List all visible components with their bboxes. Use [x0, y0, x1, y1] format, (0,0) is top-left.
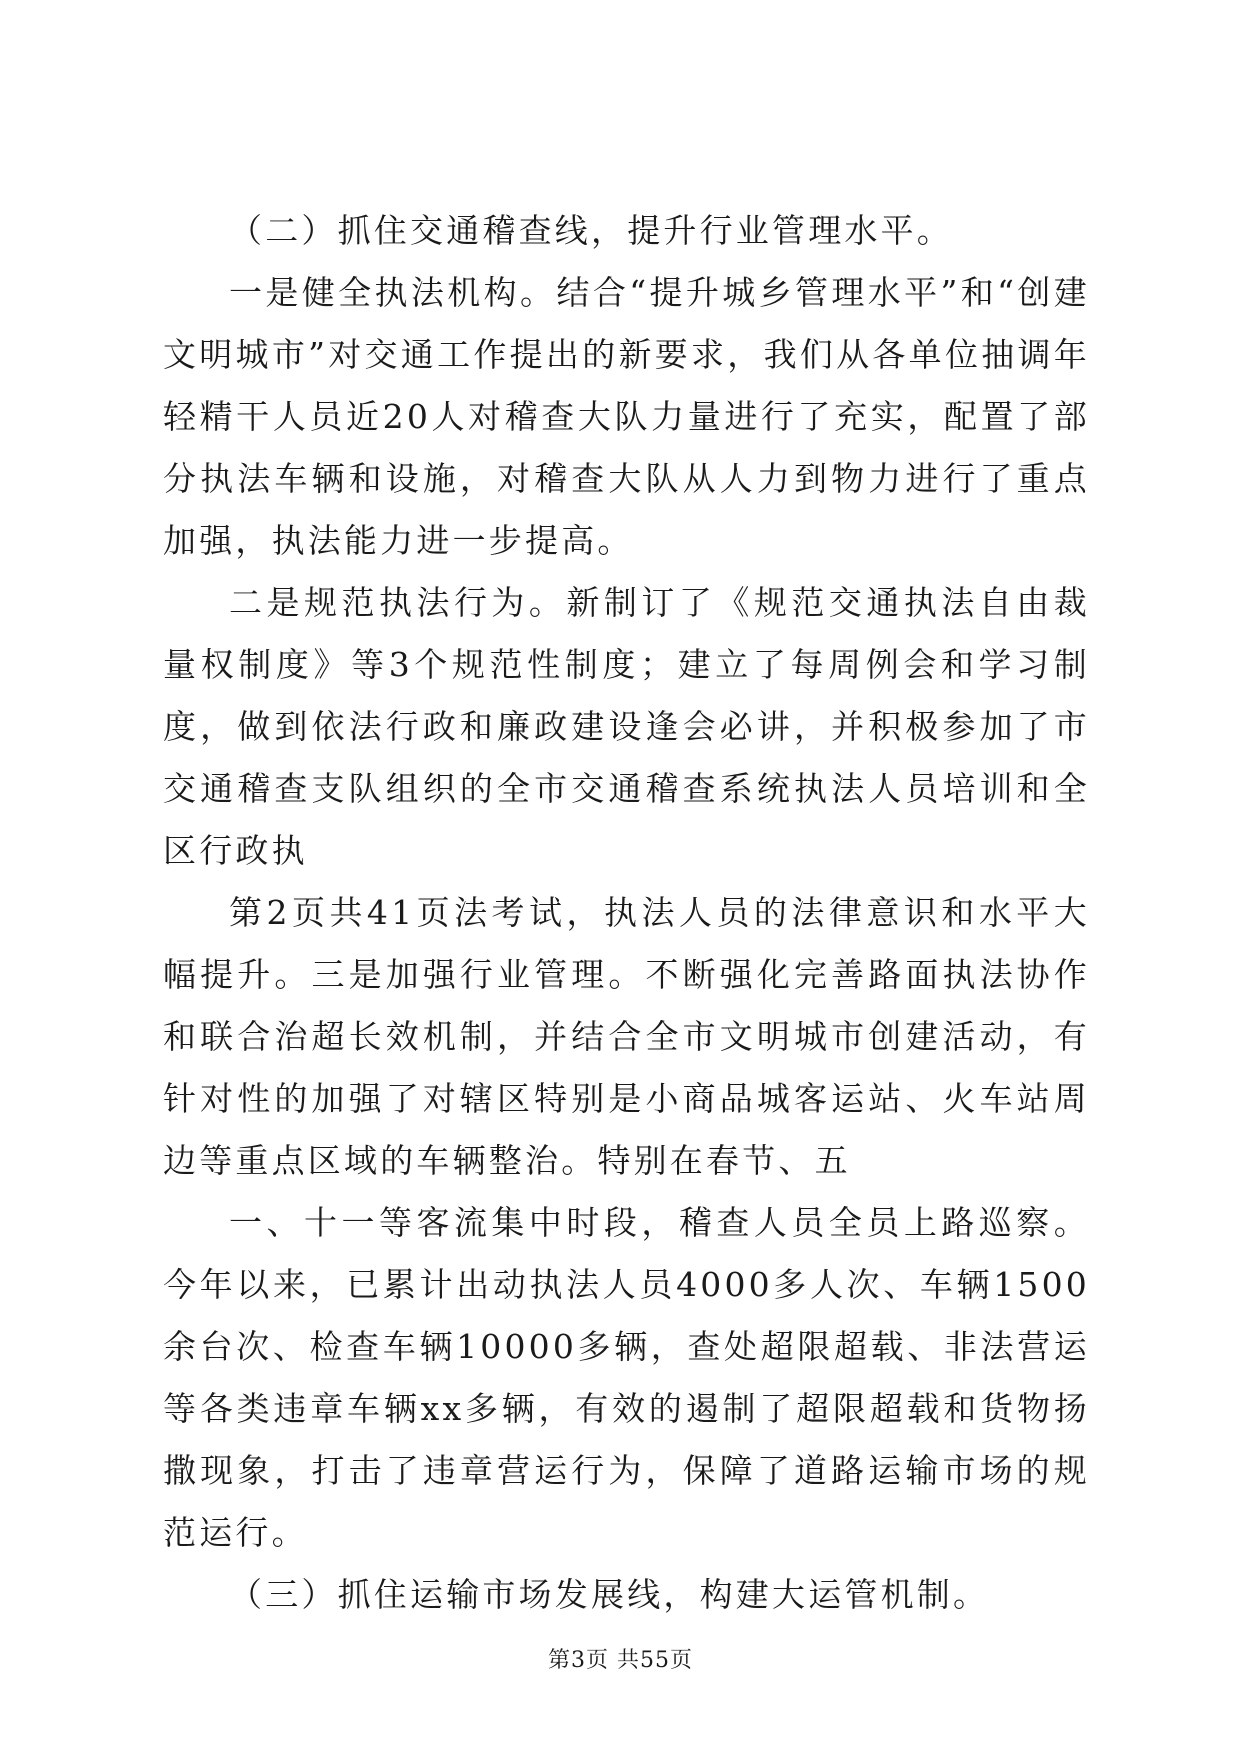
section-heading-3: （三）抓住运输市场发展线，构建大运管机制。 [229, 1575, 990, 1614]
section-heading-2: （二）抓住交通稽查线，提升行业管理水平。 [229, 211, 953, 250]
paragraph-industry-management: 第2页共41页法考试，执法人员的法律意识和水平大幅提升。三是加强行业管理。不断强化完善路面执法协作和联合治超长效机制，并结合全市文明城市创建活动，有针对性的加强了对辖区特别是小商品城客运站、火车站周边等重点区域的车辆整治。特别在春节、五 [163, 893, 1090, 1180]
page-footer: 第3页 共55页 [548, 1648, 693, 1673]
paragraph-law-enforcement-agency: 一是健全执法机构。结合“提升城乡管理水平”和“创建文明城市”对交通工作提出的新要求，我们从各单位抽调年轻精干人员近20人对稽查大队力量进行了充实，配置了部分执法车辆和设施，对稽查大队从人力到物力进行了重点加强，执法能力进一步提高。 [163, 273, 1090, 560]
document-body [163, 200, 1090, 1626]
paragraph-inspection-results: 一、十一等客流集中时段，稽查人员全员上路巡察。今年以来，已累计出动执法人员4000多人次、车辆1500余台次、检查车辆10000多辆，查处超限超载、非法营运等各类违章车辆xx多辆，有效的遏制了超限超载和货物扬撒现象，打击了违章营运行为，保障了道路运输市场的规范运行。 [163, 1203, 1090, 1552]
paragraph-standardize-enforcement: 二是规范执法行为。新制订了《规范交通执法自由裁量权制度》等3个规范性制度；建立了每周例会和学习制度，做到依法行政和廉政建设逢会必讲，并积极参加了市交通稽查支队组织的全市交通稽查系统执法人员培训和全区行政执 [163, 583, 1090, 870]
